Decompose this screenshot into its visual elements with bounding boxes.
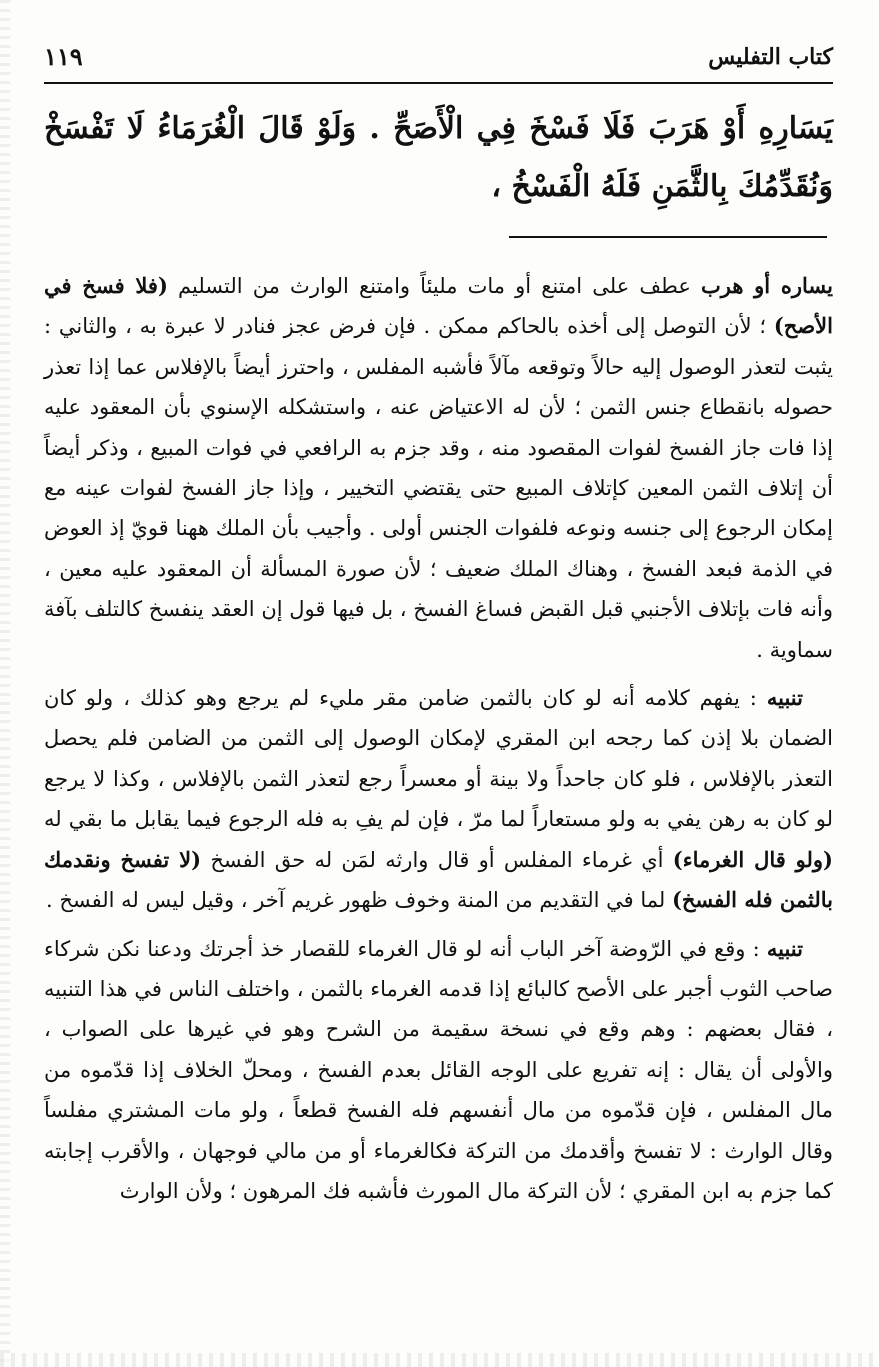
commentary-paragraph-1	[44, 266, 833, 670]
text-segment: عطف على امتنع أو مات مليئاً وامتنع الوارث من التسليم	[167, 274, 701, 298]
text-segment: أي غرماء المفلس أو قال وارثه لمَن له حق الفسخ	[201, 847, 673, 872]
page-header	[44, 38, 833, 84]
text-segment: لما في التقديم من المنة وخوف ظهور غريم آخر ، وقيل ليس له الفسخ .	[45, 888, 672, 913]
bold-segment: (فلا فسخ في الأصح)	[44, 273, 833, 339]
commentary	[44, 266, 833, 1219]
bold-segment: تنبيه	[766, 935, 803, 961]
bold-segment: يساره أو هرب	[700, 273, 834, 298]
main-text: يَسَارِهِ أَوْ هَرَبَ فَلَا فَسْخَ فِي الْأَصَحِّ . وَلَوْ قَالَ الْغُرَمَاءُ لَا تَفْسَخْ وَنُقَدِّمُكَ بِالثَّمَنِ فَلَهُ الْفَسْخُ ،	[44, 111, 833, 204]
bold-segment: (لا تفسخ ونقدمك بالثمن فله الفسخ)	[44, 846, 833, 913]
bold-segment: (ولو قال الغرماء)	[672, 846, 833, 872]
commentary-paragraph-2	[44, 678, 833, 920]
chapter-title: كتاب التفليس	[708, 44, 833, 70]
page-number: ١١٩	[44, 42, 83, 71]
text-segment: : يفهم كلامه أنه لو كان بالثمن ضامن مقر مليء لم يرجع وهو كذلك ، ولو كان الضمان بلا إذن كما رجحه ابن المقري لإمكان الوصول إلى الثمن من الضامن فلم يحصل التعذر بالإفلاس ، فلو كان جاحداً ولا بينة أو معسراً رجع لتعذر الثمن بالإفلاس ، وكذا لا يرجع لو كان به رهن يفي به ولو مستعاراً لما مرّ ، فإن لم يفِ به فله الرجوع فيما يقابل ما بقي له	[44, 686, 833, 832]
text-segment: : وقع في الرّوضة آخر الباب أنه لو قال الغرماء للقصار خذ أجرتك ودعنا نكن شركاء صاحب الثوب أجبر على الأصح كالبائع إذا قدمه الغرماء بالثمن ، واختلف الناس في هذا التنبيه ، فقال بعضهم : وهم وقع في نسخة سقيمة من الشرح وهو في غيرها على الصواب ، والأولى أن يقال : إنه تفريع على الوجه القائل بعدم الفسخ ، ومحلّ الخلاف إذا قدّموه من مال المفلس ، فإن قدّموه من مال أنفسهم فله الفسخ قطعاً ، ولو مات المشتري مفلساً وقال الوارث : لا تفسخ وأقدمك من التركة فكالغرماء أو من مالي فوجهان ، والأقرب إجابته كما جزم به ابن المقري ؛ لأن التركة مال المورث فأشبه فك المرهون ؛ ولأن الوارث	[44, 936, 833, 1203]
bold-segment: تنبيه	[766, 685, 803, 711]
page-edge-scan-noise	[0, 1353, 879, 1367]
text-divider	[509, 236, 827, 238]
page-edge-shadow	[0, 0, 10, 1367]
text-segment: ؛ لأن التوصل إلى أخذه بالحاكم ممكن . فإن فرض عجز فنادر لا عبرة به ، والثاني : يثبت لتعذر الوصول إليه حالاً وتوقعه مآلاً فأشبه المفلس ، واحترز أيضاً بالإفلاس عما إذا تعذر حصوله بانقطاع جنس الثمن ؛ لأن له الاعتياض عنه ، واستشكله الإسنوي بأن المعقود عليه إذا فات جاز الفسخ لفوات المقصود منه ، وقد جزم به الرافعي في فوات المبيع ، وذكر أيضاً أن إتلاف الثمن المعين كإتلاف المبيع حتى يقتضي التخيير ، وإذا جاز الفسخ لفوات عينه مع إمكان الرجوع إلى جنسه ونوعه فلفوات الجنس أولى . وأجيب بأن الملك ههنا قويّ إذ العوض في الذمة فبعد الفسخ ، وهناك الملك ضعيف ؛ لأن صورة المسألة أن المعقود عليه معين ، وأنه فات بإتلاف الأجنبي قبل القبض فساغ الفسخ ، بل فيها قول إن العقد ينفسخ كالتلف بآفة سماوية .	[44, 314, 833, 662]
commentary-paragraph-3	[44, 929, 833, 1212]
